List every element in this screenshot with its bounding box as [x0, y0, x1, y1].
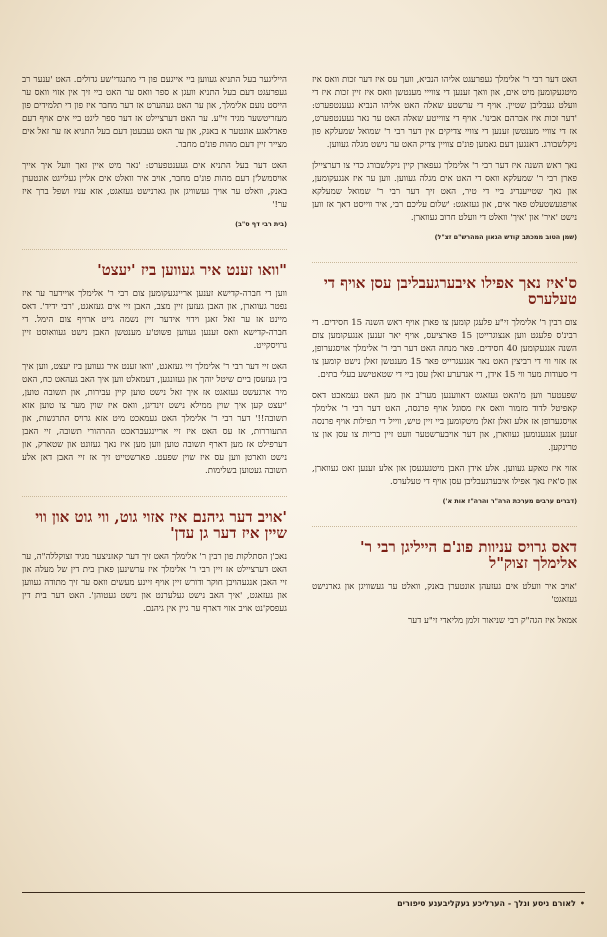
paragraph: האט דער בעל התניא אים געענטפערט: 'נאר מיט איין זאך וועל איך אייך אויסמשל'ן דעם מהות פונ'ם מחבר, אויב איר וואלט אים אליין געלייגט אונטערן באנק, וואלט ער אויך געשוויגן און גארנישט געזאגט, אזא עניו ושפל ברך איז ער!' [22, 161, 287, 210]
footer-text: לאורם ניסע ונלך - הערליכע געקליבענע סיפורים [397, 899, 576, 908]
paragraph: נאכ'ן הסתלקות פון רבין ר' אלימלך האט זיך דער קאזניצער מגיד זצוקללה"ה, ער האט דערציילט אז זיין רבי ר' אלימלך איז ערשינען פארן בית דין של מעלה און זיי האבן אנגעהויבן חוקר ודורש זיין אויף זיינע מעשים וואס ער זיך מתודה געווען און געזאגט, 'איך האב נישט געלערנט און נישט געטוהן'. האט דער בית דין געפסק'נט אויב אזוי דארף ער גיין אין גיהנם. [22, 552, 287, 614]
section-heading: דאס גרויס עניוות פונ'ם הייליגן רבי ר' אלימלך זצוק"ל [312, 526, 577, 571]
source-citation: (שמן הטוב ממכתב קודש הגאון המהרש"ם זצ"ל) [434, 233, 577, 241]
paragraph: האט זיי דער רבי ר' אלימלך זיי געזאגט, 'וואו זענט איר געווען ביז יעצט, ווען איך בין געזעסן ביים שיטל יוהך און געזונגען, דעמאלט ווען איך האב געהאט כח, האט מיר ארגעשט געזאגט אז איך זאל נישט טוען קיין עבירות, און תשובה טוען, 'יעצט קען איך שוין ממילא נישט זינדיגן, וואס איז שוין מער צו טוען אזא תשובה!!' דער רבי ר' אלימלך האט געמאכט מיט אזא גרויס התרגשות, און התעוררות, אז עס האט איז זיי אריינגעבראכט ההרהורי תשובה, זיי האבן דערפילט אז מען דארף תשובה טוען ווען מען איז נאך געזונט און שטארק, און נישט ווארטן ווען עס איז שוין שפעט. פארשטייט זיך אז זיי האבן דאן אלע תשובה געטוען בשלימות. [22, 362, 287, 476]
source-citation: (בית רבי דף ס"ב) [235, 220, 287, 228]
source-citation: (דברים ערבים מערכת הרה"ר והרה"ז אות א') [442, 497, 577, 505]
section-heading: ס'איז נאך אפילו איבערגעבליבן עסן אויף די טעלערס [312, 262, 577, 307]
paragraph: הייליגער בעל התניא געווען ביי אייגעם פון די מתנגדי'שע גדולים. האט 'ענער רב געפרעגט דעם בעל התניא וועגן א ספר וואס ער האט ביי זיך אין אזוי וואס ער הייסט נועם אלימלך, און ער האט געהערט אז דער מחבר איז פון די תלמידים פון מעזריטשער מגיד זי"ע. ער האט דערציילט אז דער ספר ליגט ביי אים אויף דעם פאדלאגע אונטער א באנק, און ער האט געבעטן דעם בעל התניא אז ער זאל אים מצייר זיין דעם מהות פונ'ם מחבר. [22, 75, 287, 150]
paragraph: צום רבין ר' אלימלך זי"ע פלעגן קומען צו פארן אויף ראש השנה 15 חסידים. די רבינ'ס פלעגט ווען אנצוגרייטן 15 פארציעס, אויף יאר זענען אנגעקומען צום השנה אנגעקומען 40 חסידים. פאר מנחה האט דער רבי ר' אלימלך אויסגערופן, אז אזוי ווי די רביצין האט נאר אנגעגרייט פאר 15 מענטשן זאלן נישט קומען צו די סעודות מער ווי 15 אידן, די אנדערע זאלן עסן ביי די שטאטישע בעלי בתים. [312, 318, 577, 380]
paragraph: שפעטער ווען מ'האט געזאגט דאווענען מער'ב און מען האט געמאכט דאס קאפיטל לדוד מזמור וואס איז מסוגל אויף פרנסה, האט דער רבי ר' אלימלך אויסגערופן אז אלע זאלן זאלן מיטקומען ביי זיין טיש, ווייל די תפילות אויף פרנסה זענען אנגענומען געווארן, און דער אויבערשטער וועט זיין בריות צו עסן און צו טרינקען. [312, 391, 577, 453]
bullet-icon: • [579, 899, 585, 908]
section-heading: 'אויב דער גיהנם איז אזוי גוט, ווי גוט און ווי שיין איז דער גן עדן' [22, 496, 287, 541]
paragraph: אמאל איז הגה"ק רבי שניאור זלמן מליאדי זי"ע דער [408, 616, 577, 626]
section-heading: "וואו זענט איר געווען ביז 'יעצט' [22, 249, 287, 278]
paragraph: האט דער רבי ר' אלימלך געפרעגט אליהו הנביא, וועך עס איז דער זכות וואס איז מיטגעקומען מיט אים, און וואך זענען די צווייי מענטשן וואס איז זיין זכות איז די וועלט געבליבן שטיין. אויף די ערשטע שאלה האט אליהו הנביא געענטפערט: 'דער זכות איז אברהם אבינו'. אויף די צווייטע שאלה האט ער נאר געענטפערט, אז די צוויי מענטשן זענען די צוויי צדיקים אין דער רבי ר' שמואל שמעלקא פון ניקלשבורג. דאנגען דעם גאמען פונ'ם צוויין צדיק האט ער נישט מגלה געווען. [312, 75, 577, 150]
page-footer [22, 892, 585, 908]
paragraph: נאך ראש השנה איז דער רבי ר' אלימלך געפארן קיין ניקלשבורג כדי צו דערציילן פארן רבי ר' שמעלקא וואס די האט אים מגלה געווען. ווען ער איז אנגעקומען, און נאך שטייענדיג ביי די טיר, האט זיך דער רבי ר' שמואל שמעלקא אויפגעשטעלט פאר אים, און געזאגט: 'שלום עליכם רבי, איר ווייסט דאך אז ווען נישט 'איר' און 'איך' וואלט די וועלט חרוב געווארן. [312, 161, 577, 223]
paragraph: 'אויב איר וועלט אים געזעהן אונטערן באנק, וואלט ער געשוויגן און גארנישט געזאגט' [312, 582, 577, 605]
left-column [22, 74, 287, 624]
paragraph: ווען די חברה-קדישא זענען אריינגעקומען צום רבי ר' אלימלך אויידער ער איז נפטר געווארן, און האבן געזען זיין מצב, האבן זיי אים געזאגט, 'רבי ידיד'. דאס מיינט אז ער זאל זאגן וידוי אידער זיין נשמה גייט ארויף צום הימל. די חברה-קדישא וואס זענען געווען פשוט'ע מענטשן האבן נישט געוואוסט זיין גרויסקייט. [22, 289, 287, 351]
paragraph: אזוי איז טאקע געווען. אלע אידן האבן מיטגעגעסן און אלע זענען זאט געווארן, און ס'איז נאך אפילו איבערגעבליבן עסן אויף די טעלערס. [312, 464, 577, 487]
right-column [312, 74, 577, 636]
